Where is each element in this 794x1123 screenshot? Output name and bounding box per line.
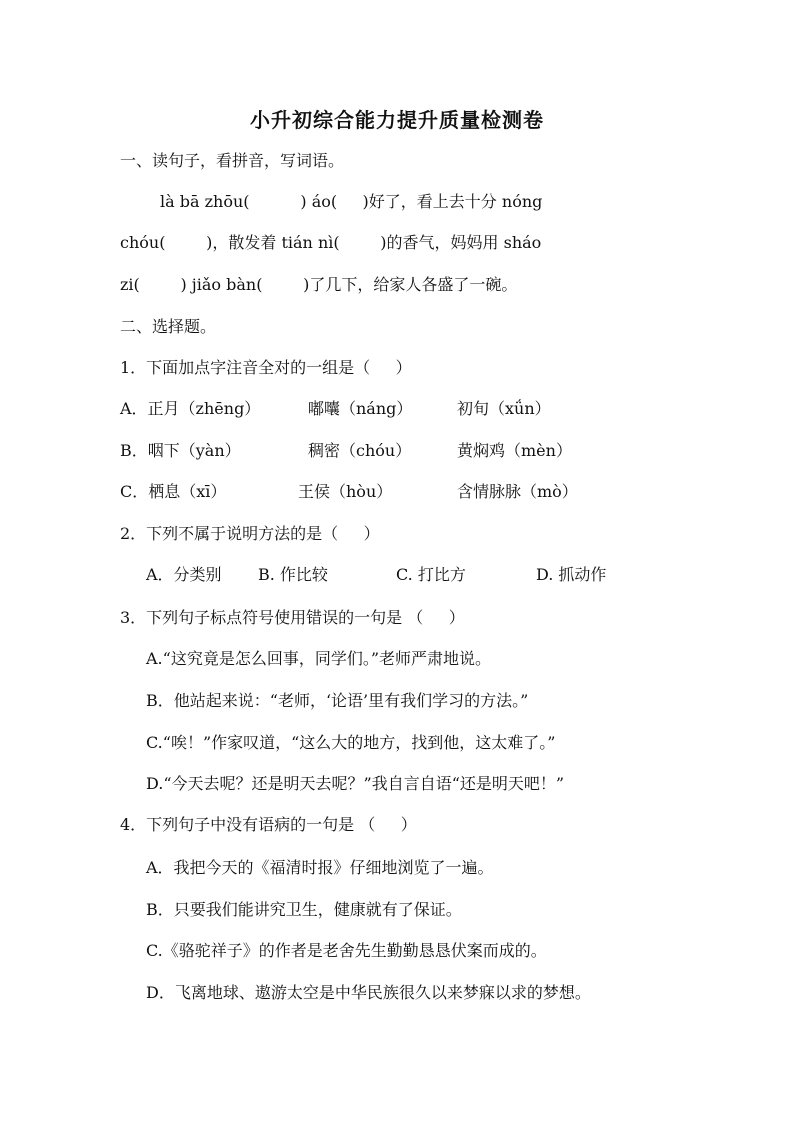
q2-option-b: B. 作比较: [258, 565, 328, 584]
q3-option-a: A.“这究竟是怎么回事，同学们。”老师严肃地说。: [146, 649, 492, 668]
question-1-stem: 1．下面加点字注音全对的一组是（ ）: [120, 358, 412, 377]
q4-option-d: D．飞离地球、遨游太空是中华民族很久以来梦寐以求的梦想。: [146, 983, 591, 1002]
pinyin-line-3: zi( ) jiǎo bàn( )了几下，给家人各盛了一碗。: [120, 275, 518, 294]
q1-row-b-col-2: 稠密（chóu）: [308, 441, 412, 460]
q1-row-a-col-1: A．正月（zhēng）: [120, 399, 261, 418]
q3-option-b: B．他站起来说：“老师，‘论语’里有我们学习的方法。”: [146, 691, 529, 710]
q2-option-c: C. 打比方: [396, 565, 466, 584]
q1-row-c-col-3: 含情脉脉（mò）: [457, 482, 578, 501]
question-3-stem: 3．下列句子标点符号使用错误的一句是 （ ）: [120, 608, 465, 627]
q3-option-d: D.“今天去呢？还是明天去呢？”我自言自语“还是明天吧！”: [146, 774, 565, 793]
page-title: 小升初综合能力提升质量检测卷: [250, 108, 544, 132]
q1-row-c-col-1: C．栖息（xī）: [120, 482, 227, 501]
q1-row-a-col-2: 嘟囔（náng）: [308, 399, 413, 418]
section-1-heading: 一、读句子，看拼音，写词语。: [120, 151, 345, 170]
pinyin-line-2: chóu( )，散发着 tián nì( )的香气，妈妈用 sháo: [120, 233, 542, 252]
q1-row-b-col-3: 黄焖鸡（mèn）: [457, 441, 572, 460]
q4-option-a: A．我把今天的《福清时报》仔细地浏览了一遍。: [146, 858, 494, 877]
pinyin-line-1: là bā zhōu( ) áo( )好了，看上去十分 nóng: [160, 192, 543, 211]
q4-option-c: C.《骆驼祥子》的作者是老舍先生勤勤恳恳伏案而成的。: [146, 941, 547, 960]
q1-row-b-col-1: B．咽下（yàn）: [120, 441, 241, 460]
q1-row-a-col-3: 初旬（xǘn）: [457, 399, 551, 418]
q4-option-b: B．只要我们能讲究卫生，健康就有了保证。: [146, 900, 462, 919]
q2-option-d: D. 抓动作: [536, 565, 607, 584]
q3-option-c: C.“唉！”作家叹道，“这么大的地方，找到他，这太难了。”: [146, 733, 556, 752]
q2-option-a: A．分类别: [146, 565, 222, 584]
question-2-stem: 2．下列不属于说明方法的是（ ）: [120, 524, 380, 543]
q1-row-c-col-2: 王侯（hòu）: [298, 482, 393, 501]
section-2-heading: 二、选择题。: [120, 317, 217, 336]
question-4-stem: 4．下列句子中没有语病的一句是 （ ）: [120, 815, 417, 834]
